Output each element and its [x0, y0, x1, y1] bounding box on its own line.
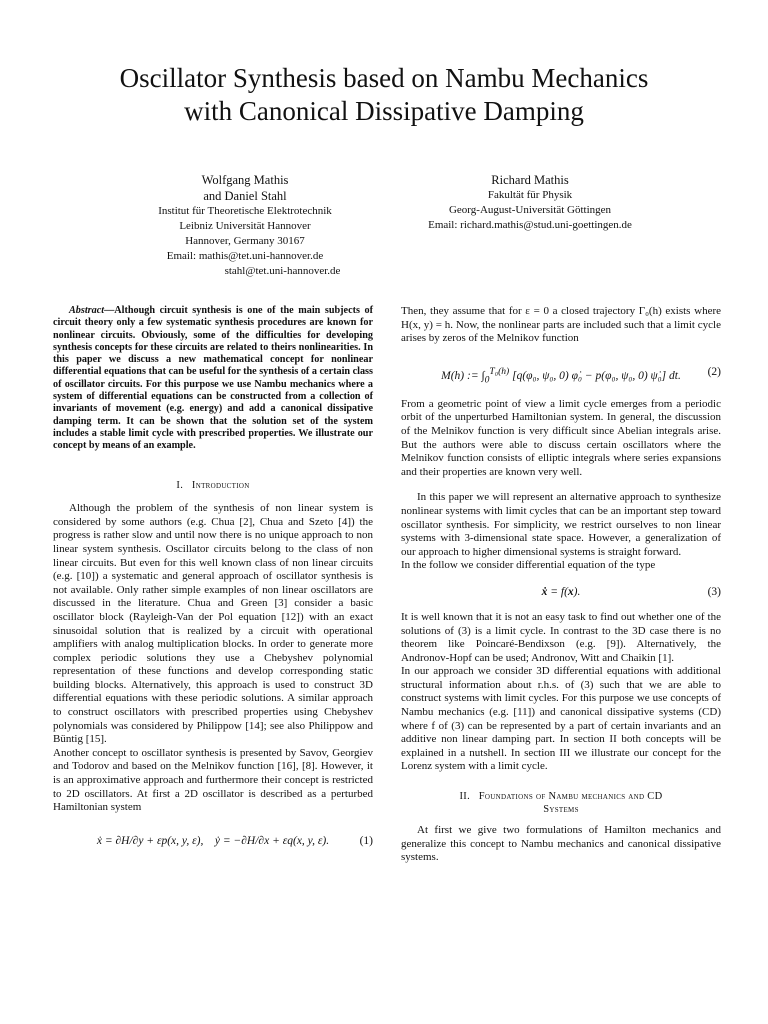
abstract	[53, 305, 373, 453]
section-heading-foundations	[401, 790, 721, 816]
abstract-text: —Although circuit synthesis is one of the main subjects of circuit theory only a few systematic synthesis procedures are known for nonlinear circuits. Obviously, some of the difficulties for developing synthesis concepts for these circuits are related to theirs nonlinearities. In this paper we discuss a new mathematical concept for nonlinear differential equations that can be useful for the synthesis of a certain class of oscillator circuits. For this purpose we use Nambu mechanics where a system of differential equations can be constructed from a collection of invariants of movement (e.g. energy) and add a canonical dissipative damping term. It can be shown that the solution set of the system includes a stable limit cycle with prescribed properties. We illustrate our concept by means of an example.	[53, 305, 373, 452]
author-name-2: and Daniel Stahl	[203, 189, 287, 203]
intro-paragraph-1: Although the problem of the synthesis of non linear system is considered by some authors (e.g. Chua [2], Chua and Szeto [4]) the progress is rather slow and until now there is no unique approach to non linear system synthesis. Oscillator circuits belong to the class of non linear circuits. But even for this well known class of non linear circuits (e.g. [10]) a systematic and general approach of oscillator synthesis is not available. Only rather simple examples of non linear oscillators are discussed in the literature. Chua and Green [3] consider a basic oscillator block (Rayleigh-Van der Pol equation [12]) with an exact sinusoidal solution that is realized by a circuit with operational amplifiers with analog multiplication blocks. In order to generate more complex periodic solutions they use a Chebyshev polynomial representation of these functions and develop corresponding static building blocks. Alternatively, this approach is used to construct 3D differential equations with these periodic solutions. A similar approach to construct oscillators with prescribed properties using Chebyshev polynomials was considered by Philippow [14]; see also Philippow and Büntig [15].	[53, 502, 373, 746]
author-name-3: Richard Mathis	[491, 173, 569, 187]
author-affiliation: Georg-August-Universität Göttingen	[448, 204, 612, 216]
body-paragraph: At first we give two formulations of Hamilton mechanics and generalize this concept to Nambu mechanics and canonical dissipative systems.	[401, 824, 721, 864]
body-paragraph: In our approach we consider 3D differential equations with additional structural information about r.h.s. of (3) such that we are able to construct systems with limit cycles. For this purpose we use concepts of Nambu mechanics (e.g. [11]) and canonical dissipative systems (CD) where f of (3) can be represented by a part of certain invariants and an additive non linear damping part. In section II both concepts will be explained in a nutshell. In section III we illustrate our concept for the Lorenz system with a limit cycle.	[401, 665, 721, 773]
author-address: Hannover, Germany 30167	[185, 235, 305, 247]
section-title: Foundations of Nambu mechanics and CD	[478, 791, 663, 803]
equation-number: (1)	[359, 834, 373, 847]
author-block-right	[400, 172, 660, 233]
right-column	[401, 305, 721, 865]
intro-paragraph-2: Another concept to oscillator synthesis is presented by Savov, Georgiev and Todorov and based on the Melnikov function [16], [8]. However, it is an approximative approach and furthermore their concept is restricted to 2D oscillators. At first a 2D oscillator is described as a perturbed Hamiltonian system	[53, 746, 373, 814]
equation-1	[53, 823, 373, 859]
section-title: Introduction	[191, 479, 250, 491]
equation-3-body: ẋ = f(x).	[541, 585, 581, 598]
equation-2-body: M(h) := $\int_0^{T_0(h)}$ [q(φ₀, ψ₀, 0) φ̇₀ − p(φ₀, ψ₀, 0) ψ̇₀] dt.	[441, 365, 681, 385]
paper-title	[40, 62, 728, 128]
equation-2	[401, 354, 721, 390]
author-affiliation: Leibniz Universität Hannover	[179, 220, 311, 232]
abstract-label: Abstract	[69, 305, 105, 316]
section-numeral: I.	[176, 479, 184, 491]
section-heading-introduction	[53, 479, 373, 493]
equation-1-body: ẋ = ∂H/∂y + εp(x, y, ε), ẏ = −∂H/∂x + εq(x, y, ε).	[96, 834, 330, 847]
author-email: Email: mathis@tet.uni-hannover.de	[166, 250, 324, 262]
author-block-left	[110, 172, 380, 279]
author-email: stahl@tet.uni-hannover.de	[224, 265, 341, 277]
author-affiliation: Institut für Theoretische Elektrotechnik	[158, 205, 332, 217]
title-line-1: Oscillator Synthesis based on Nambu Mechanics	[119, 63, 649, 93]
left-column	[53, 305, 373, 867]
equation-number: (3)	[707, 585, 721, 598]
author-affiliation: Fakultät für Physik	[487, 189, 573, 201]
author-name-1: Wolfgang Mathis	[201, 173, 289, 187]
body-paragraph: In the follow we consider differential equation of the type	[401, 559, 656, 572]
body-paragraph: In this paper we will represent an alternative approach to synthesize nonlinear systems with limit cycles that can be an important step toward oscillator synthesis. For simplicity, we restrict ourselves to non linear systems with 3-dimensional state space. However, a generalization of our approach to higher dimensional systems is straight forward.	[401, 491, 721, 558]
section-numeral: II.	[459, 791, 471, 803]
equation-3	[401, 581, 721, 603]
section-title-continued: Systems	[543, 804, 579, 816]
title-line-2: with Canonical Dissipative Damping	[184, 96, 584, 126]
author-email: Email: richard.mathis@stud.uni-goettingen.de	[428, 219, 632, 231]
body-paragraph: From a geometric point of view a limit cycle emerges from a periodic orbit of the unperturbed Hamiltonian system. In general, the discussion of the Melnikov function is very difficult since Abelian integrals arise. But the authors were able to discuss certain oscillators where the Melnikov function consists of elliptic integrals where series expansions and their properties are known very well.	[401, 397, 721, 478]
body-paragraph: Then, they assume that for ε = 0 a closed trajectory Γ₀(h) exists where H(x, y) = h. Now, the nonlinear parts are included such that a limit cycle arises by zeros of the Melnikov function	[401, 305, 721, 345]
body-paragraph: It is well known that it is not an easy task to find out whether one of the solutions of (3) is a limit cycle. In contrast to the 3D case there is no theorem like Poincaré-Bendixson (e.g. [9]). Alternatively, the Andronov-Hopf can be used; Andronov, Witt and Chaikin [1].	[401, 610, 721, 664]
equation-number: (2)	[707, 365, 721, 378]
